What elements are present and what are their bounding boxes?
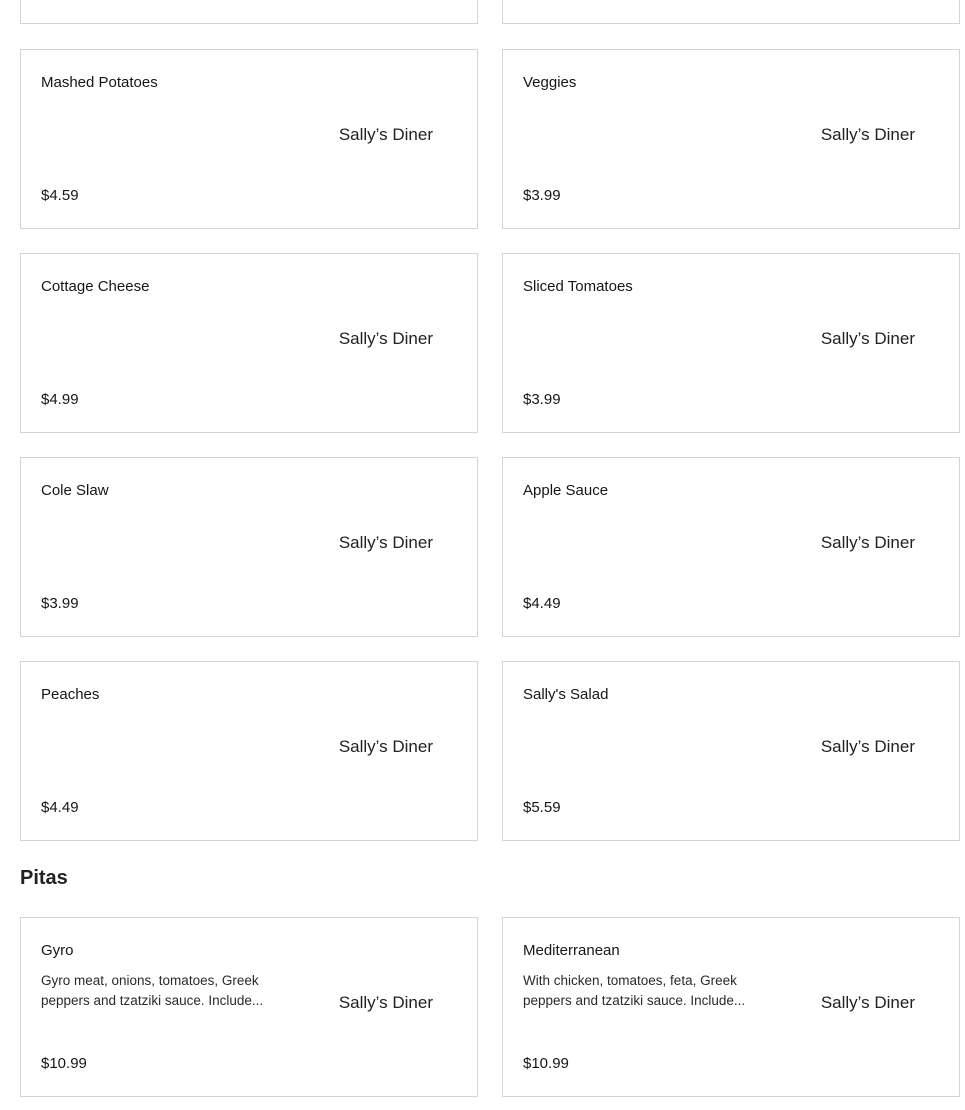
pitas-grid — [20, 917, 960, 1097]
item-price: $10.99 — [523, 1055, 569, 1072]
menu-item-card[interactable] — [502, 661, 960, 841]
sides-grid — [20, 49, 960, 841]
menu-item-card[interactable] — [502, 457, 960, 637]
restaurant-name: Sally’s Diner — [338, 125, 433, 144]
menu-item-card[interactable] — [20, 49, 478, 229]
restaurant-name: Sally’s Diner — [820, 533, 915, 552]
item-name: Peaches — [41, 686, 100, 703]
restaurant-name: Sally’s Diner — [820, 125, 915, 144]
restaurant-name: Sally’s Diner — [820, 993, 915, 1012]
item-name: Sally's Salad — [523, 686, 609, 703]
item-name: Apple Sauce — [523, 482, 609, 499]
menu-item-card[interactable] — [20, 253, 478, 433]
menu-item-card[interactable] — [20, 661, 478, 841]
item-name: Sliced Tomatoes — [523, 278, 633, 295]
item-name: Mashed Potatoes — [41, 74, 158, 91]
menu-item-card[interactable] — [502, 49, 960, 229]
item-name: Cottage Cheese — [41, 278, 150, 295]
menu-item-card[interactable] — [502, 253, 960, 433]
previous-row — [20, 0, 960, 24]
restaurant-name: Sally’s Diner — [338, 993, 433, 1012]
item-price: $4.49 — [523, 595, 561, 612]
menu-item-card-partial-right[interactable] — [502, 0, 960, 24]
restaurant-name: Sally’s Diner — [820, 329, 915, 348]
item-price: $4.49 — [41, 799, 79, 816]
item-price: $4.59 — [41, 187, 79, 204]
menu-item-card[interactable] — [502, 917, 960, 1097]
item-price: $3.99 — [523, 187, 561, 204]
restaurant-name: Sally’s Diner — [820, 737, 915, 756]
item-price: $3.99 — [523, 391, 561, 408]
restaurant-name: Sally’s Diner — [338, 737, 433, 756]
section-title-pitas: Pitas — [20, 867, 68, 889]
item-description: Gyro meat, onions, tomatoes, Greek peppers and tzatziki sauce. Include... — [41, 973, 264, 1008]
item-price: $5.59 — [523, 799, 561, 816]
item-name: Gyro — [41, 942, 74, 959]
restaurant-name: Sally’s Diner — [338, 329, 433, 348]
menu-item-card-partial-left[interactable] — [20, 0, 478, 24]
item-price: $10.99 — [41, 1055, 87, 1072]
item-name: Veggies — [523, 74, 577, 91]
restaurant-name: Sally’s Diner — [338, 533, 433, 552]
item-price: $4.99 — [41, 391, 79, 408]
item-name: Mediterranean — [523, 942, 620, 959]
item-price: $3.99 — [41, 595, 79, 612]
menu-item-card[interactable] — [20, 457, 478, 637]
item-description: With chicken, tomatoes, feta, Greek peppers and tzatziki sauce. Include... — [523, 973, 746, 1008]
menu-item-card[interactable] — [20, 917, 478, 1097]
item-name: Cole Slaw — [41, 482, 109, 499]
